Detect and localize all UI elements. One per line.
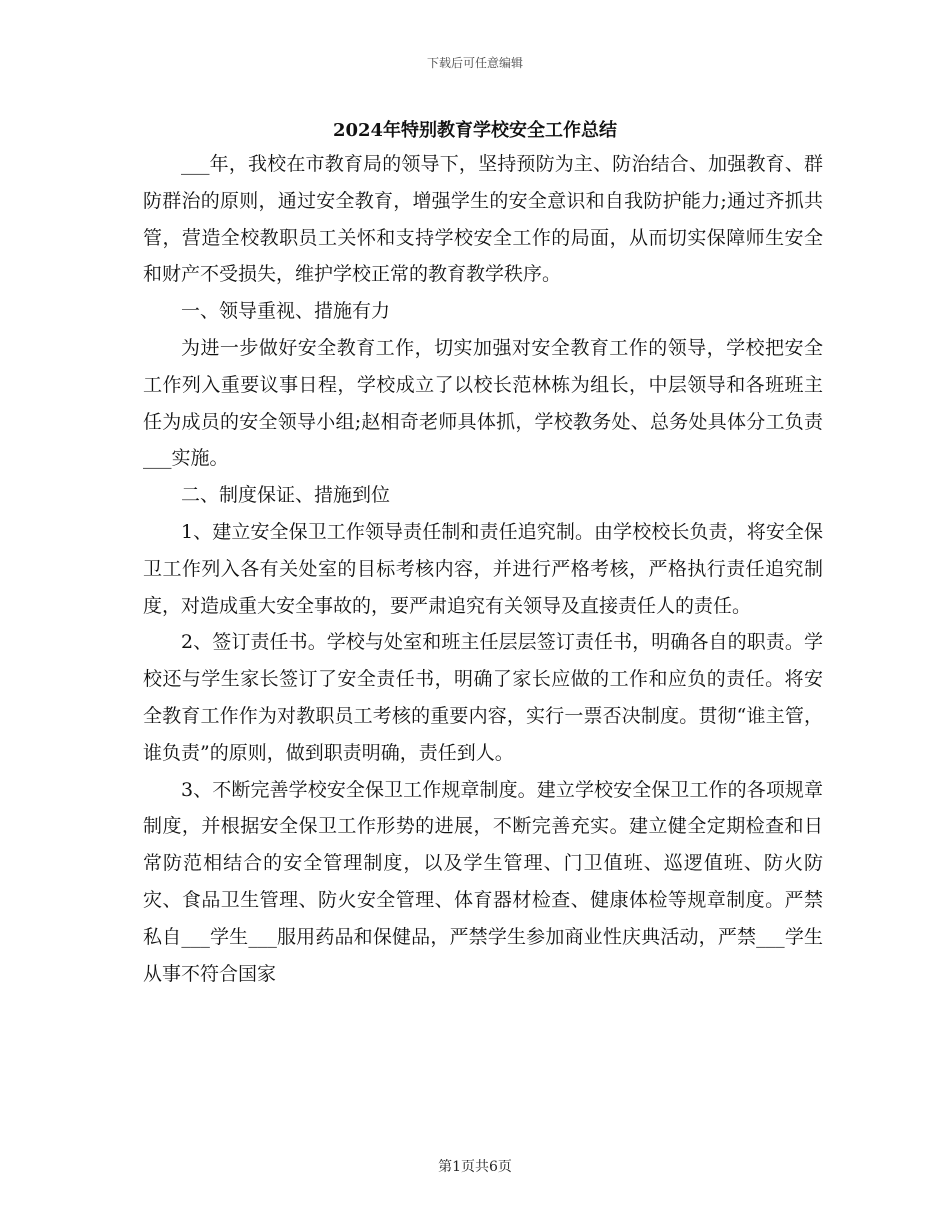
- paragraph-item-3: 3、不断完善学校安全保卫工作规章制度。建立学校安全保卫工作的各项规章制度，并根据安全保卫工作形势的进展，不断完善充实。建立健全定期检查和日常防范相结合的安全管理制度，以及学生管理、门卫值班、巡逻值班、防火防灾、食品卫生管理、防火安全管理、体育器材检查、健康体检等规章制度。严禁私自___学生___服用药品和保健品，严禁学生参加商业性庆典活动，严禁___学生从事不符合国家: [143, 778, 823, 985]
- section-heading-1: 一、领导重视、措施有力: [181, 300, 391, 323]
- section-heading-2: 二、制度保证、措施到位: [181, 484, 391, 507]
- download-edit-note: 下载后可任意编辑: [426, 56, 523, 70]
- document-body: [143, 146, 823, 992]
- paragraph-intro: ___年，我校在市教育局的领导下，坚持预防为主、防治结合、加强教育、群防群治的原则，通过安全教育，增强学生的安全意识和自我防护能力;通过齐抓共管，营造全校教职员工关怀和支持学校安全工作的局面，从而切实保障师生安全和财产不受损失，维护学校正常的教育教学秩序。: [143, 153, 823, 286]
- paragraph-item-1: 1、建立安全保卫工作领导责任制和责任追究制。由学校校长负责，将安全保卫工作列入各有关处室的目标考核内容，并进行严格考核，严格执行责任追究制度，对造成重大安全事故的，要严肃追究有关领导及直接责任人的责任。: [143, 520, 823, 617]
- paragraph-item-2: 2、签订责任书。学校与处室和班主任层层签订责任书，明确各自的职责。学校还与学生家长签订了安全责任书，明确了家长应做的工作和应负的责任。将安全教育工作作为对教职员工考核的重要内容，实行一票否决制度。贯彻“谁主管，谁负责”的原则，做到职责明确，责任到人。: [143, 631, 823, 764]
- page-number: 第1页共6页: [438, 1159, 512, 1175]
- paragraph-leadership: 为进一步做好安全教育工作，切实加强对安全教育工作的领导，学校把安全工作列入重要议事日程，学校成立了以校长范林栋为组长，中层领导和各班班主任为成员的安全领导小组;赵相奇老师具体抓，学校教务处、总务处具体分工负责___实施。: [143, 336, 823, 470]
- document-title: 2024年特别教育学校安全工作总结: [332, 120, 618, 141]
